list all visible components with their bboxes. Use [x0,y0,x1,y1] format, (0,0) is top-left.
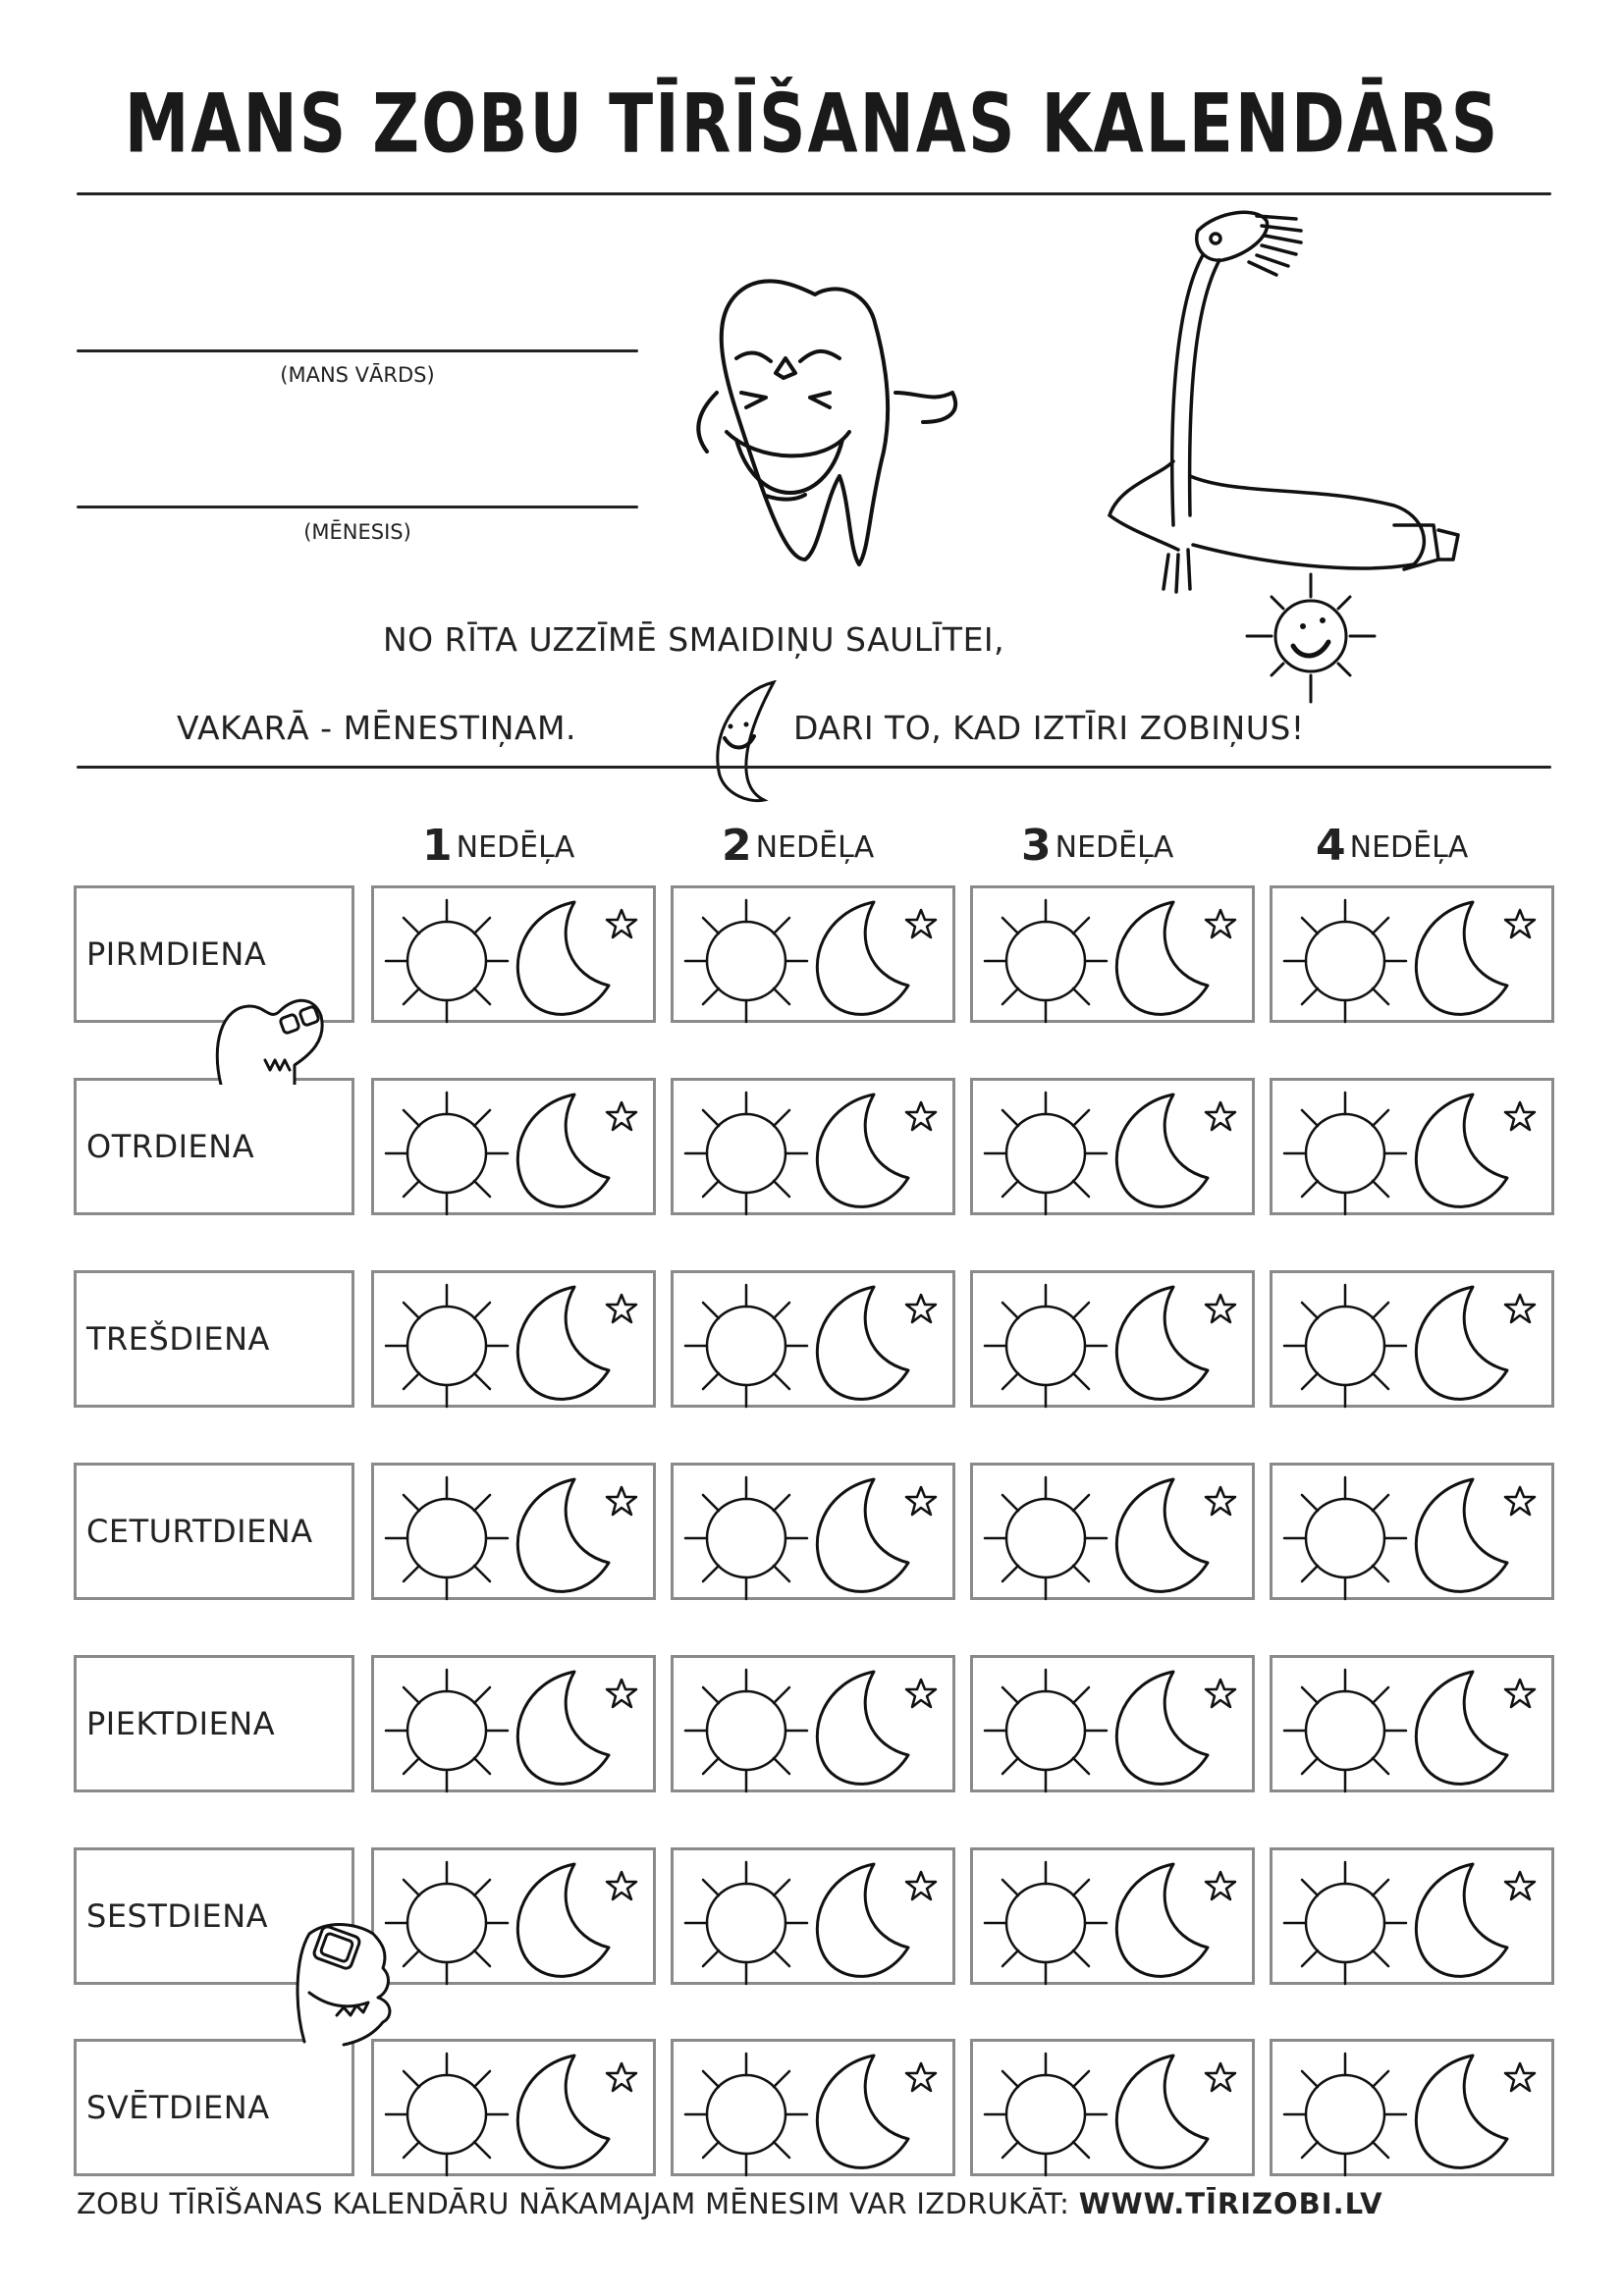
sun-moon-slots[interactable] [374,1466,659,1603]
sun-moon-slots[interactable] [973,888,1258,1026]
moon-star-icon [1116,1479,1235,1591]
brushing-cell-week-1[interactable] [371,1078,656,1215]
brushing-cell-week-2[interactable] [671,1847,955,1985]
sun-icon [685,2054,807,2175]
moon-star-icon [517,2056,636,2167]
screen-tooth-monster-illustration [290,1919,407,2047]
sun-moon-slots[interactable] [374,2042,659,2179]
brushing-cell-week-3[interactable] [970,2039,1255,2176]
moon-star-icon [1116,1287,1235,1399]
brushing-cell-week-3[interactable] [970,1847,1255,1985]
brushing-cell-week-4[interactable] [1270,885,1554,1023]
sun-moon-slots[interactable] [973,1658,1258,1795]
page-title: MANS ZOBU TĪRĪŠANAS KALENDĀRS [124,77,1500,172]
sun-moon-slots[interactable] [674,1081,958,1218]
brushing-cell-week-2[interactable] [671,1655,955,1792]
sun-moon-slots[interactable] [973,2042,1258,2179]
week-label: NEDĒĻA [1349,830,1469,865]
sun-icon [1284,1670,1406,1791]
brushing-cell-week-3[interactable] [970,1270,1255,1408]
moon-star-icon [1116,1095,1235,1206]
sun-icon [386,900,508,1022]
sun-icon [985,1093,1107,1214]
name-field[interactable] [77,349,638,352]
sun-icon [985,900,1107,1022]
brushing-cell-week-2[interactable] [671,1463,955,1600]
week-header-3 [1021,821,1173,871]
instruction-line-1: NO RĪTA UZZĪMĒ SMAIDIŅU SAULĪTEI, [383,620,1005,659]
brushing-cell-week-4[interactable] [1270,1463,1554,1600]
sun-icon [1284,2054,1406,2175]
day-label: SESTDIENA [86,1897,269,1935]
sun-moon-slots[interactable] [1272,1081,1557,1218]
brushing-cell-week-2[interactable] [671,2039,955,2176]
moon-star-icon [817,2056,936,2167]
day-label-box [74,1655,354,1792]
sun-moon-slots[interactable] [374,1658,659,1795]
brushing-cell-week-2[interactable] [671,885,955,1023]
moon-star-icon [1416,1287,1535,1399]
sun-icon [985,1862,1107,1984]
smiling-sun-icon [1242,569,1380,707]
sun-icon [985,1285,1107,1407]
moon-star-icon [1416,1864,1535,1976]
moon-star-icon [517,1672,636,1784]
happy-tooth-illustration [668,265,982,579]
sun-icon [386,1670,508,1791]
sun-icon [985,1477,1107,1599]
day-label: PIRMDIENA [86,935,267,973]
moon-star-icon [1416,1672,1535,1784]
glasses-tooth-monster-illustration [211,987,329,1085]
sun-icon [685,900,807,1022]
brushing-cell-week-2[interactable] [671,1078,955,1215]
week-header-2 [722,821,874,871]
week-number: 2 [722,821,752,871]
brushing-cell-week-1[interactable] [371,1270,656,1408]
moon-star-icon [517,1479,636,1591]
week-label: NEDĒĻA [755,830,875,865]
day-label: SVĒTDIENA [86,2089,270,2126]
sun-icon [985,1670,1107,1791]
sun-icon [386,1285,508,1407]
day-label: TREŠDIENA [86,1320,270,1358]
moon-star-icon [817,1864,936,1976]
sun-icon [685,1285,807,1407]
moon-star-icon [1116,902,1235,1014]
sun-moon-slots[interactable] [1272,1466,1557,1603]
moon-star-icon [817,902,936,1014]
moon-star-icon [817,1672,936,1784]
moon-star-icon [517,1864,636,1976]
sun-moon-slots[interactable] [674,1658,958,1795]
brushing-cell-week-1[interactable] [371,1655,656,1792]
sun-moon-slots[interactable] [374,1850,659,1988]
moon-star-icon [1416,1095,1535,1206]
week-number: 4 [1316,821,1346,871]
week-label: NEDĒĻA [456,830,575,865]
title-divider [77,192,1551,195]
sun-icon [685,1862,807,1984]
moon-star-icon [1416,2056,1535,2167]
day-label: OTRDIENA [86,1128,255,1165]
sun-icon [386,1477,508,1599]
sun-moon-slots[interactable] [1272,2042,1557,2179]
brushing-cell-week-2[interactable] [671,1270,955,1408]
week-number: 1 [422,821,453,871]
sun-moon-slots[interactable] [1272,1850,1557,1988]
month-caption: (MĒNESIS) [303,520,411,544]
brushing-cell-week-1[interactable] [371,2039,656,2176]
day-label-box [74,1463,354,1600]
sun-icon [985,2054,1107,2175]
brushing-cell-week-1[interactable] [371,885,656,1023]
moon-star-icon [817,1287,936,1399]
sun-icon [1284,900,1406,1022]
moon-star-icon [1116,2056,1235,2167]
day-label: CETURTDIENA [86,1513,313,1550]
moon-star-icon [517,1287,636,1399]
footer [77,2187,1383,2220]
sun-icon [386,1093,508,1214]
brushing-cell-week-4[interactable] [1270,2039,1554,2176]
brushing-cell-week-4[interactable] [1270,1655,1554,1792]
sun-icon [685,1670,807,1791]
week-header-1 [422,821,574,871]
sun-moon-slots[interactable] [674,2042,958,2179]
brushing-cell-week-4[interactable] [1270,1270,1554,1408]
moon-star-icon [1116,1672,1235,1784]
day-label-box [74,1078,354,1215]
toothbrush-toothpaste-illustration [1100,201,1522,594]
sun-icon [1284,1477,1406,1599]
brushing-cell-week-1[interactable] [371,1847,656,1985]
week-label: NEDĒĻA [1055,830,1174,865]
instruction-line-2b: DARI TO, KAD IZTĪRI ZOBIŅUS! [793,709,1305,747]
footer-text: ZOBU TĪRĪŠANAS KALENDĀRU NĀKAMAJAM MĒNESIM VAR IZDRUKĀT: [77,2187,1070,2220]
sun-icon [386,2054,508,2175]
sun-icon [1284,1285,1406,1407]
name-caption: (MANS VĀRDS) [280,363,435,387]
sun-moon-slots[interactable] [374,888,659,1026]
sun-icon [1284,1862,1406,1984]
sun-icon [685,1093,807,1214]
day-label-box [74,1270,354,1408]
sun-moon-slots[interactable] [973,1466,1258,1603]
sun-moon-slots[interactable] [374,1273,659,1411]
day-label: PIEKTDIENA [86,1705,276,1742]
day-label-box [74,2039,354,2176]
brushing-cell-week-3[interactable] [970,1655,1255,1792]
sun-moon-slots[interactable] [674,888,958,1026]
moon-star-icon [1416,902,1535,1014]
moon-star-icon [817,1095,936,1206]
sun-icon [1284,1093,1406,1214]
brushing-cell-week-4[interactable] [1270,1847,1554,1985]
moon-star-icon [517,902,636,1014]
moon-star-icon [817,1479,936,1591]
week-number: 3 [1021,821,1052,871]
week-header-4 [1316,821,1468,871]
smiling-moon-icon [705,677,793,805]
instruction-line-2a: VAKARĀ - MĒNESTIŅAM. [177,709,576,747]
sun-moon-slots[interactable] [1272,1658,1557,1795]
sun-icon [685,1477,807,1599]
moon-star-icon [1116,1864,1235,1976]
brushing-cell-week-3[interactable] [970,1463,1255,1600]
brushing-cell-week-1[interactable] [371,1463,656,1600]
footer-url-link[interactable]: WWW.TĪRIZOBI.LV [1078,2187,1383,2220]
brushing-cell-week-4[interactable] [1270,1078,1554,1215]
brushing-cell-week-3[interactable] [970,1078,1255,1215]
sun-moon-slots[interactable] [374,1081,659,1218]
sun-moon-slots[interactable] [1272,1273,1557,1411]
month-field[interactable] [77,506,638,508]
sun-moon-slots[interactable] [1272,888,1557,1026]
sun-moon-slots[interactable] [674,1466,958,1603]
moon-star-icon [1416,1479,1535,1591]
sun-moon-slots[interactable] [674,1273,958,1411]
moon-star-icon [517,1095,636,1206]
sun-moon-slots[interactable] [973,1850,1258,1988]
sun-moon-slots[interactable] [674,1850,958,1988]
brushing-cell-week-3[interactable] [970,885,1255,1023]
sun-moon-slots[interactable] [973,1273,1258,1411]
sun-moon-slots[interactable] [973,1081,1258,1218]
instructions-divider [77,766,1551,769]
